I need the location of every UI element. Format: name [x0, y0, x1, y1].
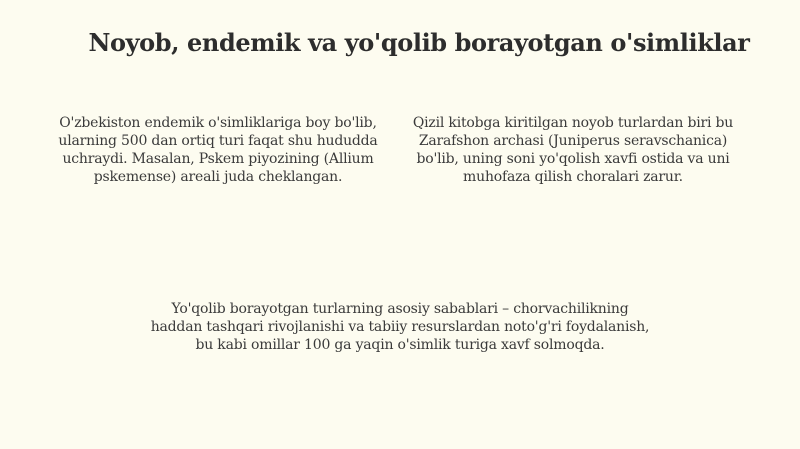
paragraph-endemic-plants: O'zbekiston endemik o'simliklariga boy bo'lib, ularning 500 dan ortiq turi faqat shu hududda uchraydi. Masalan, Pskem piyozining (Allium pskemense) areali juda cheklangan.: [58, 115, 378, 185]
slide-title: Noyob, endemik va yo'qolib borayotgan o'simliklar: [88, 28, 750, 57]
paragraph-extinction-causes: Yo'qolib borayotgan turlarning asosiy sabablari – chorvachilikning haddan tashqari rivojlanishi va tabiiy resurslardan noto'g'ri foydalanish, bu kabi omillar 100 ga yaqin o'simlik turiga xavf solmoqda.: [150, 301, 650, 353]
paragraph-red-book-species: Qizil kitobga kiritilgan noyob turlardan biri bu Zarafshon archasi (Juniperus seravschanica) bo'lib, uning soni yo'qolish xavfi ostida va uni muhofaza qilish choralari zarur.: [412, 115, 734, 185]
